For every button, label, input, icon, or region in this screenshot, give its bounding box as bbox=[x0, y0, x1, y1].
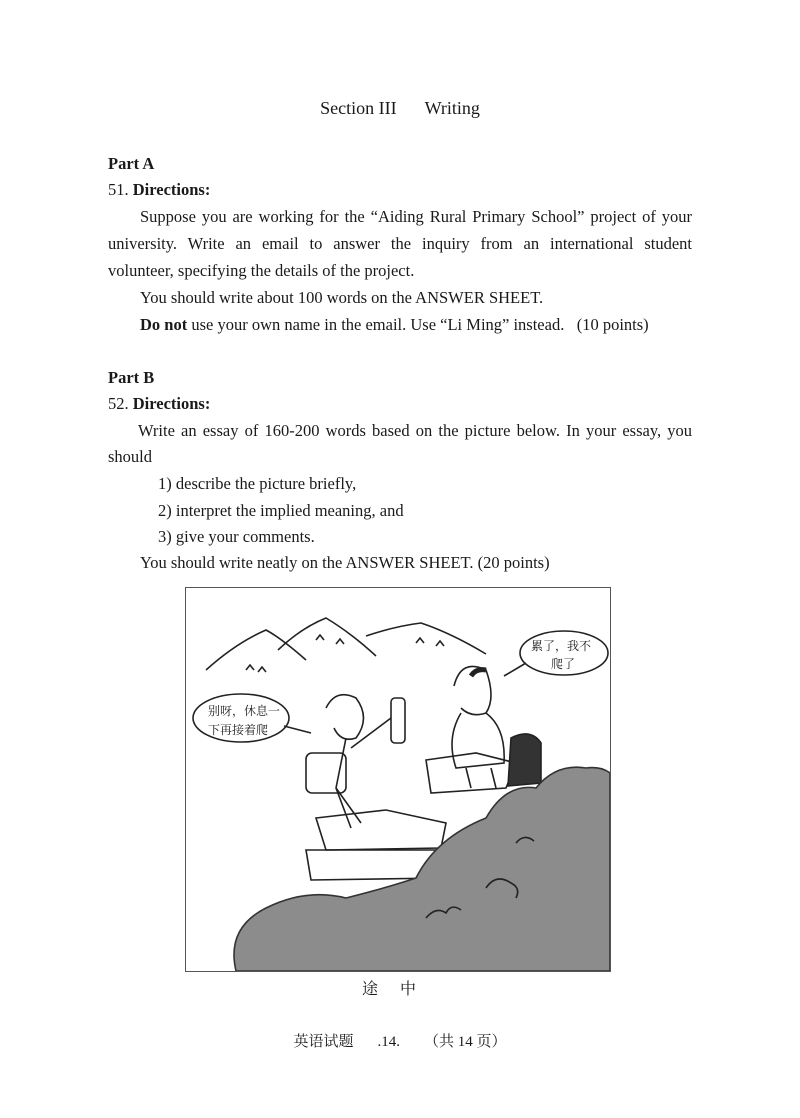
hiker-standing bbox=[306, 695, 405, 828]
section-number: Section III bbox=[320, 98, 397, 118]
right-bubble-line: 累了，我不 bbox=[531, 639, 592, 653]
footer-page-number: .14. bbox=[377, 1034, 400, 1050]
footer-subject: 英语试题 bbox=[293, 1034, 354, 1050]
q51-name-instruction bbox=[140, 311, 724, 338]
q52-directions-label: Directions: bbox=[132, 394, 211, 413]
backpack bbox=[508, 734, 541, 786]
q51-header bbox=[108, 176, 692, 203]
q51-directions-label: Directions: bbox=[132, 180, 211, 199]
q52-header bbox=[108, 390, 692, 417]
footer-total-pages: （共 14 页） bbox=[424, 1034, 507, 1050]
do-not-emphasis: Do not bbox=[140, 315, 188, 334]
bushes bbox=[234, 767, 610, 971]
section-title bbox=[0, 98, 800, 119]
left-speech-bubble bbox=[193, 694, 311, 742]
right-bubble-line: 爬了 bbox=[551, 657, 576, 671]
q51-word-count: You should write about 100 words on the ANSWER SHEET. bbox=[140, 288, 544, 307]
q52-intro-line: should bbox=[108, 447, 153, 466]
cartoon-caption: 途中 bbox=[361, 981, 438, 998]
q52-intro-line: Write an essay of 160-200 words based on the picture below. In your essay, you bbox=[138, 421, 692, 440]
cartoon-illustration bbox=[185, 587, 611, 972]
name-line: use your own name in the email. Use “Li Ming” instead. bbox=[187, 315, 565, 334]
part-b-heading: Part B bbox=[108, 368, 155, 387]
hiker-sitting bbox=[452, 666, 504, 788]
q52-number: 52. bbox=[108, 394, 129, 413]
q51-para-line: volunteer, specifying the details of the project. bbox=[108, 261, 415, 280]
part-a-heading: Part A bbox=[108, 154, 155, 173]
left-bubble-line: 下再接着爬 bbox=[208, 723, 269, 737]
q51-para-line: Suppose you are working for the “Aiding Rural Primary School” project of your bbox=[140, 207, 692, 226]
q51-para-line: university. Write an email to answer the inquiry from an international student bbox=[108, 234, 692, 253]
mountains bbox=[206, 618, 486, 672]
q52-item: 1) describe the picture briefly, bbox=[158, 474, 357, 493]
left-bubble-line: 别呀，休息一 bbox=[208, 704, 281, 718]
section-name: Writing bbox=[424, 98, 480, 118]
q52-item: 3) give your comments. bbox=[158, 527, 315, 546]
page-footer bbox=[0, 1030, 800, 1051]
q51-points: (10 points) bbox=[576, 315, 649, 334]
right-speech-bubble bbox=[504, 631, 608, 676]
q52-item: 2) interpret the implied meaning, and bbox=[158, 501, 404, 520]
q51-number: 51. bbox=[108, 180, 129, 199]
q52-final-line: You should write neatly on the ANSWER SHEET. (20 points) bbox=[140, 553, 550, 572]
